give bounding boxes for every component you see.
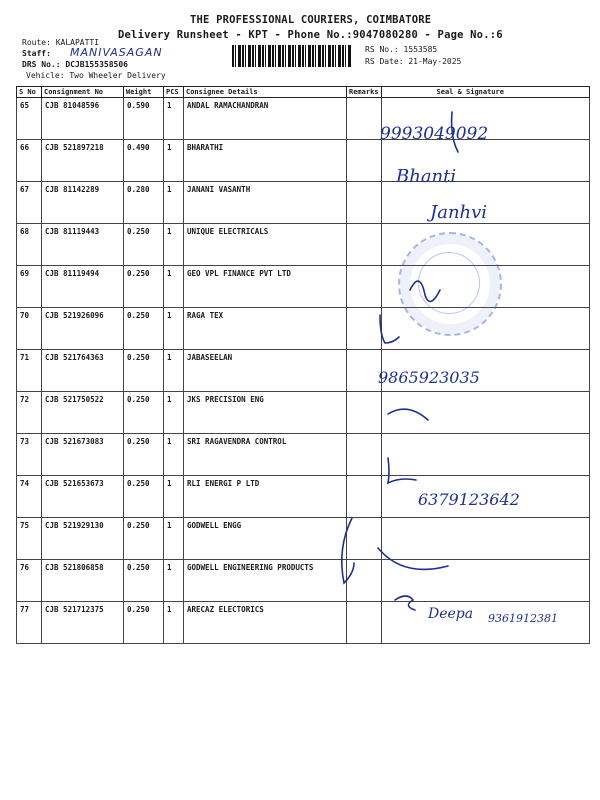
cell-sno: 70: [17, 308, 42, 350]
cell-consignment-no: CJB 521673083: [42, 434, 124, 476]
cell-weight: 0.250: [124, 224, 164, 266]
cell-sno: 69: [17, 266, 42, 308]
cell-consignment-no: CJB 521712375: [42, 602, 124, 644]
cell-sno: 65: [17, 98, 42, 140]
cell-consignment-no: CJB 81119443: [42, 224, 124, 266]
cell-consignee: ARECAZ ELECTORICS: [184, 602, 347, 644]
cell-sno: 75: [17, 518, 42, 560]
signature-76a: [342, 518, 354, 583]
cell-pcs: 1: [164, 518, 184, 560]
signature-65: [452, 112, 458, 152]
col-remarks: Remarks: [347, 87, 382, 98]
signature-67: Bhanti: [396, 166, 457, 187]
cell-sno: 77: [17, 602, 42, 644]
signature-76b: [378, 548, 448, 569]
handwritten-phone-77: 9361912381: [488, 612, 558, 625]
cell-consignee: BHARATHI: [184, 140, 347, 182]
col-seal-signature: Seal & Signature: [381, 87, 589, 98]
cell-pcs: 1: [164, 434, 184, 476]
cell-sno: 67: [17, 182, 42, 224]
cell-consignee: GODWELL ENGINEERING PRODUCTS: [184, 560, 347, 602]
cell-weight: 0.250: [124, 350, 164, 392]
col-sno: S No: [17, 87, 42, 98]
col-weight: Weight: [124, 87, 164, 98]
cell-consignment-no: CJB 81142289: [42, 182, 124, 224]
cell-pcs: 1: [164, 140, 184, 182]
route-label: Route: KALAPATTI: [22, 38, 100, 47]
cell-sno: 71: [17, 350, 42, 392]
cell-weight: 0.250: [124, 602, 164, 644]
cell-pcs: 1: [164, 392, 184, 434]
cell-consignment-no: CJB 521926096: [42, 308, 124, 350]
col-pcs: PCS: [164, 87, 184, 98]
cell-sno: 66: [17, 140, 42, 182]
handwritten-phone-75: 6379123642: [418, 490, 520, 509]
signature-73: [388, 409, 428, 420]
signature-77-mark: [395, 596, 415, 610]
signature-69: [410, 281, 440, 301]
cell-consignee: ANDAL RAMACHANDRAN: [184, 98, 347, 140]
cell-consignment-no: CJB 521806858: [42, 560, 124, 602]
cell-consignee: SRI RAGAVENDRA CONTROL: [184, 434, 347, 476]
signature-70: [380, 315, 399, 343]
cell-pcs: 1: [164, 266, 184, 308]
signature-68: Janhvi: [430, 202, 488, 223]
cell-weight: 0.280: [124, 182, 164, 224]
cell-weight: 0.490: [124, 140, 164, 182]
cell-pcs: 1: [164, 224, 184, 266]
cell-pcs: 1: [164, 182, 184, 224]
staff-label: Staff:: [22, 49, 51, 58]
cell-pcs: 1: [164, 602, 184, 644]
vehicle-label: Vehicle: Two Wheeler Delivery: [26, 71, 166, 80]
runsheet-subtitle: Delivery Runsheet - KPT - Phone No.:9047080280 - Page No.:6: [118, 29, 503, 41]
cell-consignee: JABASEELAN: [184, 350, 347, 392]
cell-sno: 72: [17, 392, 42, 434]
cell-weight: 0.250: [124, 308, 164, 350]
cell-consignment-no: CJB 81048596: [42, 98, 124, 140]
cell-consignee: JKS PRECISION ENG: [184, 392, 347, 434]
handwritten-phone-72: 9865923035: [378, 368, 480, 387]
signature-77: Deepa: [428, 606, 474, 622]
cell-weight: 0.250: [124, 476, 164, 518]
cell-pcs: 1: [164, 476, 184, 518]
cell-sno: 73: [17, 434, 42, 476]
cell-consignee: RAGA TEX: [184, 308, 347, 350]
cell-consignment-no: CJB 521750522: [42, 392, 124, 434]
rs-number: RS No.: 1553585: [365, 45, 438, 54]
cell-weight: 0.250: [124, 560, 164, 602]
cell-weight: 0.250: [124, 518, 164, 560]
handwritten-phone-66: 9993049092: [380, 124, 489, 144]
col-consignment: Consignment No: [42, 87, 124, 98]
company-title: THE PROFESSIONAL COURIERS, COIMBATORE: [190, 14, 432, 26]
rs-date: RS Date: 21-May-2025: [365, 57, 462, 66]
cell-weight: 0.250: [124, 392, 164, 434]
cell-pcs: 1: [164, 560, 184, 602]
cell-consignee: GEO VPL FINANCE PVT LTD: [184, 266, 347, 308]
cell-weight: 0.590: [124, 98, 164, 140]
cell-weight: 0.250: [124, 434, 164, 476]
cell-sno: 74: [17, 476, 42, 518]
cell-consignment-no: CJB 521929130: [42, 518, 124, 560]
cell-consignment-no: CJB 521764363: [42, 350, 124, 392]
signature-74: [388, 458, 416, 483]
cell-consignee: GODWELL ENGG: [184, 518, 347, 560]
cell-weight: 0.250: [124, 266, 164, 308]
cell-consignment-no: CJB 521897218: [42, 140, 124, 182]
drs-number: DRS No.: DCJB155358506: [22, 60, 128, 69]
cell-consignee: JANANI VASANTH: [184, 182, 347, 224]
cell-sno: 68: [17, 224, 42, 266]
cell-pcs: 1: [164, 350, 184, 392]
cell-consignee: UNIQUE ELECTRICALS: [184, 224, 347, 266]
cell-consignment-no: CJB 81119494: [42, 266, 124, 308]
cell-pcs: 1: [164, 98, 184, 140]
cell-consignment-no: CJB 521653673: [42, 476, 124, 518]
col-consignee: Consignee Details: [184, 87, 347, 98]
staff-name-handwritten: MANIVASAGAN: [70, 46, 163, 59]
cell-pcs: 1: [164, 308, 184, 350]
cell-sno: 76: [17, 560, 42, 602]
cell-consignee: RLI ENERGI P LTD: [184, 476, 347, 518]
